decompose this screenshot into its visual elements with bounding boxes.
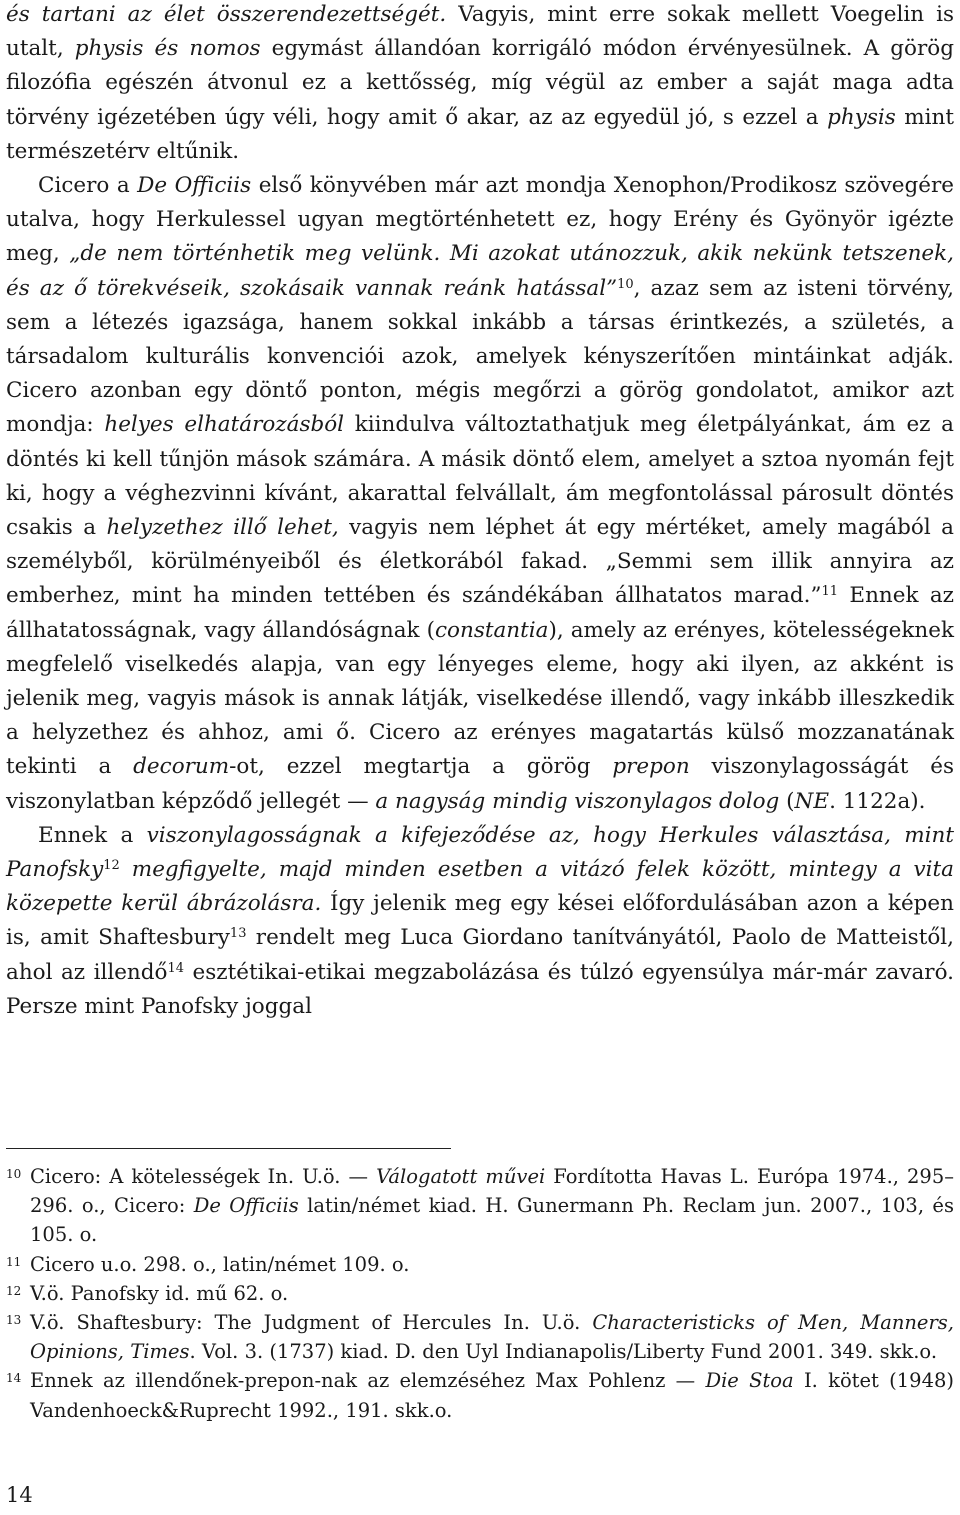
italic-title: Characteristicks of Men, Manners, Opinions, Times	[30, 1311, 954, 1364]
italic-phrase: megfigyelte, majd minden esetben a vitázó felek között, mintegy a vita közepette kerül ábrázolásra.	[6, 857, 954, 917]
italic-phrase: a nagyság mindig viszonylagos dolog	[375, 788, 780, 814]
italic-phrase: prepon	[612, 754, 690, 780]
footnote-number: 13	[6, 1313, 22, 1328]
footnotes	[6, 1162, 954, 1425]
footnote-ref-13[interactable]: 13	[229, 926, 247, 942]
italic-phrase: és tartani az élet összerendezettségét.	[6, 2, 447, 27]
paragraph-3	[6, 819, 954, 1024]
text-run: mint természetérv eltűnik.	[6, 104, 955, 164]
italic-phrase: decorum	[133, 754, 230, 780]
text-run: Ennek az állhatatosságnak, vagy állandóságnak (	[6, 583, 954, 643]
text-run: -ot, ezzel megtartja a görög	[229, 754, 613, 780]
footnote-number: 14	[6, 1371, 22, 1386]
text-run: Fordította Havas L. Európa 1974., 295–296. o., Cicero:	[30, 1165, 954, 1218]
text-run: , azaz sem az isteni törvény, sem a létezés igazsága, hanem sokkal inkább a társas érintkezés, a születés, a társadalom kulturális konvenciói azok, amelyek kényszerítően mintáinkat adják. Cicero azonban egy döntő ponton, mégis megőrzi a görög gondolatot, amikor azt mondja:	[6, 275, 954, 438]
text-run: Cicero a	[38, 173, 138, 199]
footnote-number: 12	[6, 1283, 22, 1298]
paragraph-1	[6, 0, 954, 169]
text-run: Ennek a	[38, 822, 147, 848]
footnote-14	[6, 1366, 954, 1424]
text-run: Így jelenik meg egy kései előfordulásában azon a képen is, amit Shaftesbury	[6, 891, 954, 951]
italic-phrase: constantia	[434, 617, 549, 643]
footnote-ref-12[interactable]: 12	[103, 858, 120, 874]
text-run: egymást állandóan korrigáló módon érvényesülnek. A görög filozófia egészén átvonul ez a kettősség, míg végül az ember a saját maga adta törvény igézetében úgy véli, hogy amit ő akar, az az egyedül jó, s ezzel a	[6, 36, 954, 130]
text-run: (	[779, 788, 795, 814]
footnote-number: 11	[6, 1254, 22, 1269]
text-run: első könyvében már azt mondja Xenophon/Prodikosz szövegére utalva, hogy Herkulessel ugyan megtörténhetett ez, hogy Erény és Gyönyör igézte meg,	[6, 173, 954, 267]
footnote-ref-14[interactable]: 14	[167, 960, 185, 976]
italic-phrase: NE	[794, 788, 830, 814]
text-run: rendelt meg Luca Giordano tanítványától, Paolo de Matteistől, ahol az illendő	[6, 925, 954, 985]
footnote-number: 10	[6, 1167, 22, 1181]
footnote-ref-10[interactable]: 10	[617, 276, 634, 292]
text-run: Vagyis, mint erre sokak mellett Voegelin is utalt,	[6, 2, 954, 62]
italic-phrase: viszonylagosságnak a kifejeződése az, hogy Herkules választása, mint Panofsky	[6, 822, 954, 883]
text-run: . Vol. 3. (1737) kiad. D. den Uyl Indianapolis/Liberty Fund 2001. 349. skk.o.	[189, 1340, 938, 1364]
text-run: Cicero: A kötelességek In. U.ö. —	[30, 1165, 377, 1188]
italic-phrase: physis	[827, 104, 896, 130]
footnote-text	[30, 1308, 954, 1366]
text-run: viszonylagosságát és viszonylatban képződő jellegét —	[6, 754, 954, 814]
italic-phrase: helyes elhatározásból	[104, 412, 345, 438]
italic-phrase: helyzethez illő lehet,	[106, 515, 339, 541]
main-text	[6, 0, 954, 1024]
italic-title: Válogatott művei	[376, 1165, 546, 1188]
footnote-text	[30, 1366, 954, 1424]
text-run: . 1122a).	[829, 788, 926, 814]
text-run: I. kötet (1948) Vandenhoeck&Ruprecht 1992., 191. skk.o.	[30, 1369, 955, 1422]
footnote-text	[30, 1162, 954, 1250]
text-run: latin/német kiad. H. Gunermann Ph. Reclam jun. 2007., 103, és 105. o.	[30, 1194, 954, 1247]
text-run: V.ö. Shaftesbury: The Judgment of Hercules In. U.ö.	[30, 1311, 593, 1335]
footnote-13	[6, 1308, 954, 1366]
paragraph-2	[6, 169, 954, 819]
italic-title: Die Stoa	[705, 1369, 794, 1393]
footnote-10	[6, 1162, 954, 1250]
footnote-ref-11[interactable]: 11	[821, 584, 839, 600]
text-run: Ennek az illendőnek-prepon-nak az elemzéséhez Max Pohlenz —	[30, 1369, 706, 1393]
page-number: 14	[6, 1483, 33, 1507]
italic-phrase: physis és nomos	[74, 36, 261, 62]
text-run: kiindulva változtathatjuk meg életpályánkat, ám ez a döntés ki kell tűnjön mások számára. A másik döntő elem, amelyet a sztoa nyomán fejt ki, hogy a véghezvinni kívánt, akarattal felvállalt, ám megfontolással párosult döntés csakis a	[6, 412, 954, 541]
footnote-separator	[6, 1148, 451, 1149]
footnote-text	[30, 1250, 954, 1279]
italic-title: De Officiis	[193, 1194, 299, 1218]
text-run: V.ö. Panofsky id. mű 62. o.	[30, 1281, 289, 1305]
quotation: „de nem történhetik meg velünk. Mi azokat utánozzuk, akik nekünk tetszenek, és az ő törekvéseik, szokásaik vannak reánk hatással”	[6, 241, 955, 301]
text-run: vagyis nem léphet át egy mértéket, amely magából a személyből, körülményeiből és életkorából fakad. „Semmi sem illik annyira az emberhez, mint ha minden tettében és szándékában állhatatos marad.”	[6, 515, 954, 609]
footnote-11	[6, 1250, 954, 1279]
text-run: esztétikai-etikai megzabolázása és túlzó egyensúlya már-már zavaró. Persze mint Panofsky joggal	[6, 959, 954, 1019]
footnote-text	[30, 1279, 954, 1308]
italic-phrase: De Officiis	[137, 173, 252, 199]
text-run: ), amely az erényes, kötelességeknek megfelelő viselkedés alapja, van egy lényeges eleme, hogy aki ilyen, az akként is jelenik meg, vagyis mások is annak látják, viselkedése illendő, vagy inkább illeszkedik a helyzethez és ahhoz, ami ő. Cicero az erényes magatartás külső mozzanatának tekinti a	[6, 617, 954, 780]
footnote-12	[6, 1279, 954, 1308]
text-run: Cicero u.o. 298. o., latin/német 109. o.	[30, 1252, 410, 1276]
